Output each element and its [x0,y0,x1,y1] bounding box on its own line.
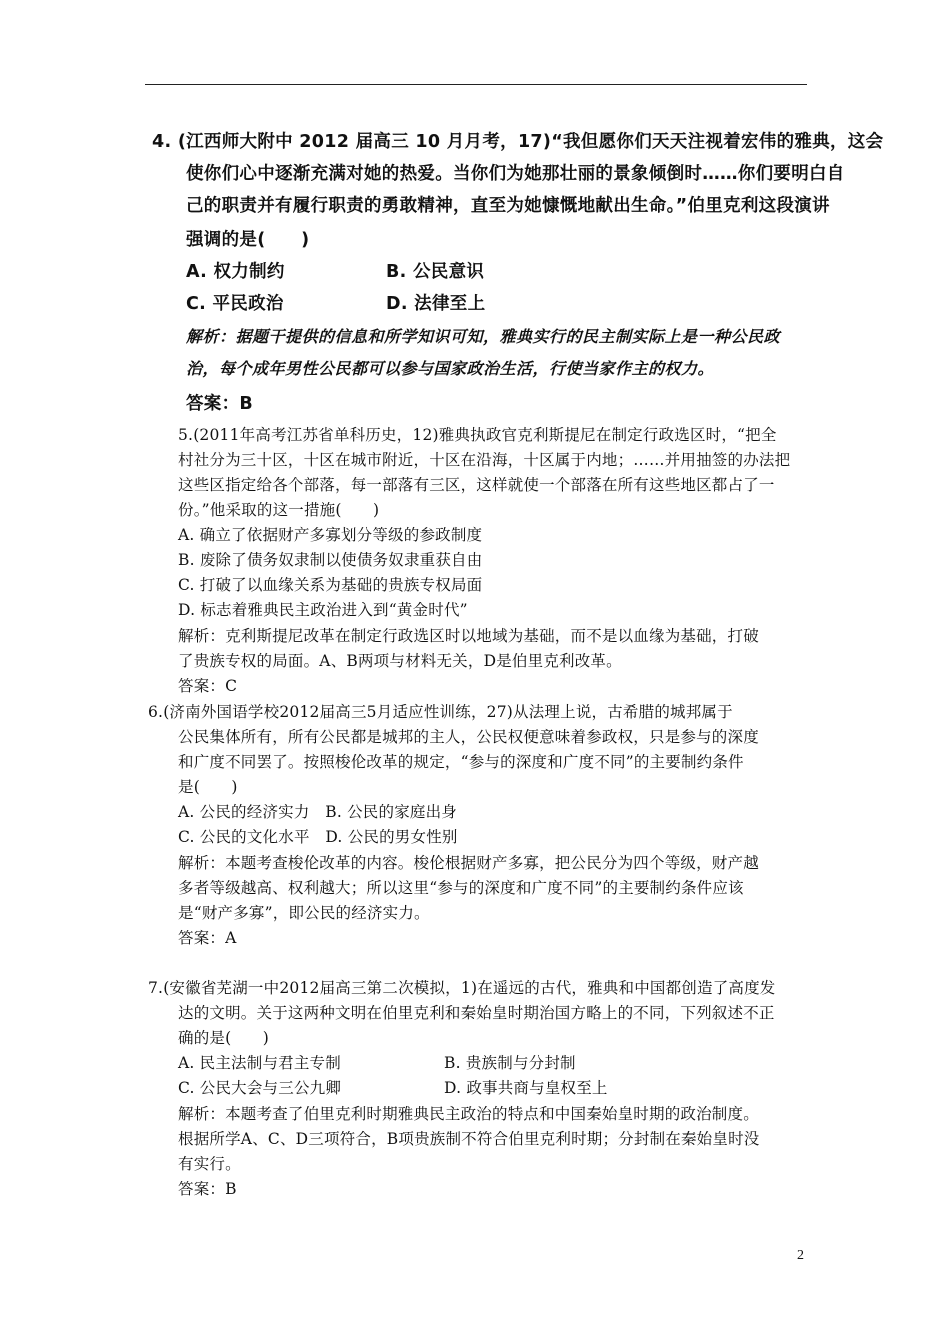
q6-stem-line-1: 6.(济南外国语学校2012届高三5月适应性训练，27)从法理上说，古希腊的城邦属于 [148,703,733,721]
q4-analysis-line-1: 解析：据题干提供的信息和所学知识可知，雅典实行的民主制实际上是一种公民政 [186,327,781,346]
q4-analysis-line-2: 治，每个成年男性公民都可以参与国家政治生活，行使当家作主的权力。 [186,359,715,378]
q7-stem-line-2: 达的文明。关于这两种文明在伯里克利和秦始皇时期治国方略上的不同，下列叙述不正 [178,1004,775,1022]
page-number: 2 [797,1248,804,1263]
q7-answer: 答案：B [178,1180,237,1198]
q7-analysis-line-1: 解析：本题考查了伯里克利时期雅典民主政治的特点和中国秦始皇时期的政治制度。 [178,1105,759,1123]
q6-stem-line-3: 和广度不同罢了。按照梭伦改革的规定，“参与的深度和广度不同”的主要制约条件 [178,753,744,771]
q5-analysis-line-2: 了贵族专权的局面。A、B两项与材料无关，D是伯里克利改革。 [178,652,622,670]
header-rule [145,84,807,85]
q7-option-c: C. 公民大会与三公九卿 [178,1079,342,1097]
q6-options-ab: A. 公民的经济实力 B. 公民的家庭出身 [178,803,457,821]
q6-stem-line-2: 公民集体所有，所有公民都是城邦的主人，公民权便意味着参政权，只是参与的深度 [178,728,759,746]
q6-analysis-line-3: 是“财产多寡”，即公民的经济实力。 [178,904,430,922]
q6-stem-line-4: 是( ) [178,778,238,796]
q7-stem-line-3: 确的是( ) [178,1029,269,1047]
q7-analysis-line-3: 有实行。 [178,1155,241,1173]
q6-answer: 答案：A [178,929,237,947]
q4-stem-line-3: 己的职责并有履行职责的勇敢精神，直至为她慷慨地献出生命。”伯里克利这段演讲 [186,196,830,216]
q6-options-cd: C. 公民的文化水平 D. 公民的男女性别 [178,828,458,846]
q4-option-b: B. 公民意识 [386,262,485,282]
q6-analysis-line-2: 多者等级越高、权利越大；所以这里“参与的深度和广度不同”的主要制约条件应该 [178,879,744,897]
q4-option-a: A. 权力制约 [186,262,285,282]
q5-analysis-line-1: 解析：克利斯提尼改革在制定行政选区时以地域为基础，而不是以血缘为基础，打破 [178,627,759,645]
q5-option-b: B. 废除了债务奴隶制以使债务奴隶重获自由 [178,551,483,569]
q4-stem-line-2: 使你们心中逐渐充满对她的热爱。当你们为她那壮丽的景象倾倒时……你们要明白自 [186,164,845,184]
q4-stem-line-1: 4. (江西师大附中 2012 届高三 10 月月考，17)“我但愿你们天天注视着宏伟的雅典，这会 [152,132,884,152]
q5-option-d: D. 标志着雅典民主政治进入到“黄金时代” [178,601,468,619]
q7-stem-line-1: 7.(安徽省芜湖一中2012届高三第二次模拟，1)在遥远的古代，雅典和中国都创造了高度发 [148,979,776,997]
q5-option-a: A. 确立了依据财产多寡划分等级的参政制度 [178,526,483,544]
q4-option-c: C. 平民政治 [186,294,284,314]
q4-stem-line-4: 强调的是( ) [186,230,310,250]
q7-option-b: B. 贵族制与分封制 [444,1054,576,1072]
q7-analysis-line-2: 根据所学A、C、D三项符合，B项贵族制不符合伯里克利时期；分封制在秦始皇时没 [178,1130,760,1148]
q4-option-d: D. 法律至上 [386,294,486,314]
q5-answer: 答案：C [178,677,238,695]
q4-answer: 答案：B [186,394,254,414]
q7-option-a: A. 民主法制与君主专制 [178,1054,341,1072]
q5-stem-line-2: 村社分为三十区，十区在城市附近，十区在沿海，十区属于内地；……并用抽签的办法把 [178,451,791,469]
q5-stem-line-4: 份。”他采取的这一措施( ) [178,501,380,519]
q5-stem-line-1: 5.(2011年高考江苏省单科历史，12)雅典执政官克利斯提尼在制定行政选区时，“把全 [178,426,777,444]
q5-option-c: C. 打破了以血缘关系为基础的贵族专权局面 [178,576,483,594]
q6-analysis-line-1: 解析：本题考查梭伦改革的内容。梭伦根据财产多寡，把公民分为四个等级，财产越 [178,854,759,872]
q5-stem-line-3: 这些区指定给各个部落，每一部落有三区，这样就使一个部落在所有这些地区都占了一 [178,476,775,494]
q7-option-d: D. 政事共商与皇权至上 [444,1079,608,1097]
